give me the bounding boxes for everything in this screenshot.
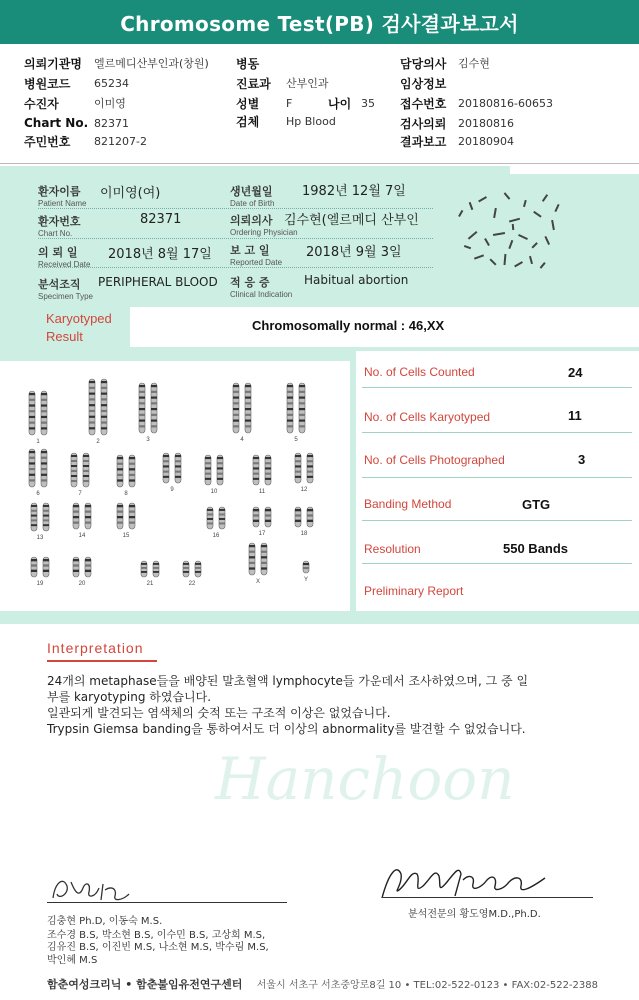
- header-row: [400, 73, 458, 93]
- patient-name-label-en: Patient Name: [38, 199, 87, 208]
- header-value: F: [286, 96, 293, 110]
- header-value: 20180816-60653: [458, 96, 553, 110]
- metaphase-spread-image: [452, 180, 570, 280]
- indication-value: Habitual abortion: [304, 273, 409, 287]
- staff-line: 조수경 B.S, 박소현 B.S, 이수민 B.S, 고상희 M.S,: [47, 930, 266, 941]
- header-label: 접수번호: [400, 96, 447, 111]
- received-field: [38, 244, 90, 269]
- indication-field: [230, 274, 292, 299]
- chromosome-pair: [183, 561, 201, 577]
- interpretation-line: 일관되게 발견되는 염색체의 숫적 또는 구조적 이상은 없었습니다.: [47, 706, 391, 720]
- header-divider: [0, 163, 639, 164]
- chromosome-pair: [303, 561, 309, 573]
- signature-line: [383, 897, 593, 898]
- dob-field: [230, 183, 274, 208]
- footer: [47, 976, 598, 992]
- footer-org: 함춘여성크리닉 • 함춘불임유전연구센터: [47, 978, 243, 991]
- chromosome-pair: [253, 455, 271, 485]
- specimen-field: [38, 276, 93, 301]
- chromosome-pair: [31, 503, 49, 531]
- signature-line: [47, 902, 287, 903]
- chromosome-number: 1: [36, 439, 40, 445]
- header-value: Hp Blood: [286, 114, 336, 128]
- chromosome-pair: [163, 453, 181, 483]
- report-title: Chromosome Test(PB) 검사결과보고서: [0, 0, 639, 44]
- divider: [362, 477, 632, 478]
- reported-field: [230, 242, 282, 267]
- chromosome-pair: [205, 455, 223, 485]
- header-label: 담당의사: [400, 56, 447, 71]
- chromosome-pair: [31, 557, 49, 577]
- chromosome-pair: [207, 507, 225, 529]
- header-label: 병원코드: [24, 76, 71, 91]
- header-value: 821207-2: [94, 134, 147, 148]
- header-label: 진료과: [236, 76, 271, 91]
- chromosome-number: 4: [240, 437, 244, 443]
- cells-photographed-label: No. of Cells Photographed: [364, 453, 505, 467]
- resolution-value: 550 Bands: [503, 541, 569, 556]
- received-label: 의 뢰 일: [38, 246, 78, 259]
- chromosome-pair: [233, 383, 251, 433]
- banding-method-label: Banding Method: [364, 497, 452, 511]
- physician-label: 의뢰의사: [230, 214, 273, 227]
- interpretation-line: 24개의 metaphase들을 배양된 말초혈액 lymphocyte들 가운데서 조사하였으며, 그 중 일: [47, 674, 529, 688]
- chart-value: 82371: [140, 212, 182, 227]
- interpretation-line: 부를 karyotyping 하였습니다.: [47, 690, 212, 704]
- chromosome-pair: [141, 561, 159, 577]
- chromosome-number: 20: [78, 581, 86, 587]
- header-label: 검체: [236, 114, 260, 129]
- chromosome-pair: [117, 503, 135, 529]
- header-label: Chart No.: [24, 116, 89, 130]
- chromosome-pair: [249, 543, 267, 575]
- chromosome-number: 18: [300, 531, 308, 537]
- dob-label: 생년월일: [230, 185, 273, 198]
- chromosome-pair: [29, 449, 47, 487]
- header-row: [24, 73, 129, 93]
- chromosome-number: 7: [78, 491, 82, 497]
- physician-value: 김수현(엘르메디 산부인: [284, 213, 419, 228]
- report-corner: [510, 166, 639, 174]
- header-row: [236, 111, 336, 131]
- header-value: 김수현: [458, 57, 490, 70]
- watermark: Hanchoon: [215, 745, 515, 813]
- chromosome-pair: [29, 391, 47, 435]
- header-row: [400, 113, 514, 133]
- header-label: 결과보고: [400, 134, 447, 149]
- header-row: [236, 53, 286, 73]
- chromosome-number: 12: [300, 487, 308, 493]
- header-row: [24, 131, 147, 151]
- header-value: 20180816: [458, 116, 514, 130]
- chromosome-pair: [89, 379, 107, 435]
- header-value: 65234: [94, 76, 129, 90]
- header-row: [236, 73, 329, 93]
- result-label-line: Result: [46, 329, 83, 344]
- chromosome-pair: [295, 453, 313, 483]
- cells-counted-label: No. of Cells Counted: [364, 365, 475, 379]
- chromosome-number: 22: [188, 581, 196, 587]
- chromosome-number: 11: [258, 489, 266, 495]
- divider: [362, 387, 632, 388]
- staff-line: 김유진 B.S, 이진빈 M.S, 나소현 M.S, 박수림 M.S,: [47, 942, 269, 953]
- chromosome-number: 6: [36, 491, 40, 497]
- specimen-label: 분석조직: [38, 278, 81, 291]
- header-row: [236, 93, 375, 113]
- received-label-en: Received Date: [38, 260, 91, 269]
- preliminary-report-label: Preliminary Report: [364, 584, 464, 598]
- chromosome-number: Y: [303, 577, 309, 583]
- resolution-label: Resolution: [364, 542, 421, 556]
- divider: [38, 238, 433, 239]
- divider: [362, 520, 632, 521]
- chromosome-number: X: [255, 579, 261, 585]
- interpretation-title: Interpretation: [47, 640, 144, 656]
- chart-field: [38, 213, 81, 238]
- indication-label: 적 응 증: [230, 276, 270, 289]
- interpretation-text: [47, 673, 607, 737]
- analyst-name: 분석전문의 황도영M.D.,Ph.D.: [408, 909, 541, 920]
- header-row: [400, 131, 514, 151]
- karyotype-result-value: Chromosomally normal : 46,XX: [252, 318, 445, 333]
- chromosome-pair: [73, 557, 91, 577]
- header-row: [24, 93, 126, 113]
- reported-label-en: Reported Date: [230, 258, 283, 267]
- chromosome-pair: [139, 383, 157, 433]
- chromosome-number: 21: [146, 581, 154, 587]
- chromosome-number: 19: [36, 581, 44, 587]
- header-label: 병동: [236, 56, 260, 71]
- header-value: 20180904: [458, 134, 514, 148]
- divider: [38, 267, 433, 268]
- patient-name-value: 이미영(여): [100, 186, 161, 201]
- dob-label-en: Date of Birth: [230, 199, 275, 208]
- physician-label-en: Ordering Physician: [230, 228, 298, 237]
- chromosome-number: 8: [124, 491, 128, 497]
- header-label: 의뢰기관명: [24, 56, 82, 71]
- cells-photographed-value: 3: [578, 452, 586, 467]
- cells-karyotyped-label: No. of Cells Karyotyped: [364, 410, 491, 424]
- header-row: [24, 53, 209, 73]
- header-value: 82371: [94, 116, 129, 130]
- chromosome-number: 3: [146, 437, 150, 443]
- header-row: [24, 113, 129, 133]
- header-value: 이미영: [94, 97, 126, 110]
- banding-method-value: GTG: [522, 497, 551, 512]
- specimen-value: PERIPHERAL BLOOD: [98, 275, 218, 289]
- chromosome-pair: [117, 455, 135, 487]
- header-row: [400, 53, 490, 73]
- header-info: [0, 48, 639, 168]
- interpretation-line: Trypsin Giemsa banding을 통하여서도 더 이상의 abnormality를 발견할 수 없었습니다.: [47, 722, 526, 736]
- header-value: 엘르메디산부인과(창원): [94, 57, 209, 70]
- divider: [362, 563, 632, 564]
- chromosome-number: 16: [212, 533, 220, 539]
- chromosome-number: 13: [36, 535, 44, 541]
- age-label: 나이: [328, 96, 352, 111]
- cells-counted-value: 24: [568, 365, 583, 380]
- divider: [362, 432, 632, 433]
- chromosome-pair: [71, 453, 89, 487]
- header-label: 검사의뢰: [400, 116, 447, 131]
- chromosome-pair: [73, 503, 91, 529]
- chart-label: 환자번호: [38, 215, 81, 228]
- received-value: 2018년 8월 17일: [108, 247, 212, 262]
- staff-line: 김충현 Ph.D, 이동숙 M.S.: [47, 916, 163, 927]
- chromosome-pair: [295, 507, 313, 527]
- interpretation-underline: [47, 660, 157, 662]
- chromosome-pair: [287, 383, 305, 433]
- stats-panel: [356, 351, 639, 611]
- header-label: 수진자: [24, 96, 59, 111]
- patient-name-field: [38, 183, 86, 208]
- patient-name-label: 환자이름: [38, 185, 81, 198]
- reported-value: 2018년 9월 3일: [306, 245, 402, 260]
- chromosome-number: 17: [258, 531, 266, 537]
- footer-address: 서울시 서초구 서초중앙로8길 10 • TEL:02-522-0123 • FAX:02-522-2388: [256, 980, 598, 991]
- chromosome-number: 15: [122, 533, 130, 539]
- header-label: 주민번호: [24, 134, 71, 149]
- chromosome-number: 5: [294, 437, 298, 443]
- chromosome-number: 14: [78, 533, 86, 539]
- staff-line: 박인혜 M.S: [47, 955, 98, 966]
- age-value: 35: [361, 96, 375, 110]
- chromosome-number: 10: [210, 489, 218, 495]
- result-label-line: Karyotyped: [46, 311, 112, 326]
- signature-right: [377, 860, 557, 905]
- dob-value: 1982년 12월 7일: [302, 184, 406, 199]
- cells-karyotyped-value: 11: [568, 408, 582, 423]
- chromosome-number: 2: [96, 439, 100, 445]
- header-value: 산부인과: [286, 77, 329, 90]
- chromosome-number: 9: [170, 487, 174, 493]
- chromosome-pair: [253, 507, 271, 527]
- header-label: 성별: [236, 96, 260, 111]
- specimen-label-en: Specimen Type: [38, 292, 93, 301]
- karyotyped-result-label: [46, 310, 112, 346]
- reported-label: 보 고 일: [230, 244, 270, 257]
- header-row: [400, 93, 553, 113]
- chart-label-en: Chart No.: [38, 229, 73, 238]
- karyogram-image: [0, 361, 350, 611]
- header-label: 임상정보: [400, 76, 447, 91]
- indication-label-en: Clinical Indication: [230, 290, 293, 299]
